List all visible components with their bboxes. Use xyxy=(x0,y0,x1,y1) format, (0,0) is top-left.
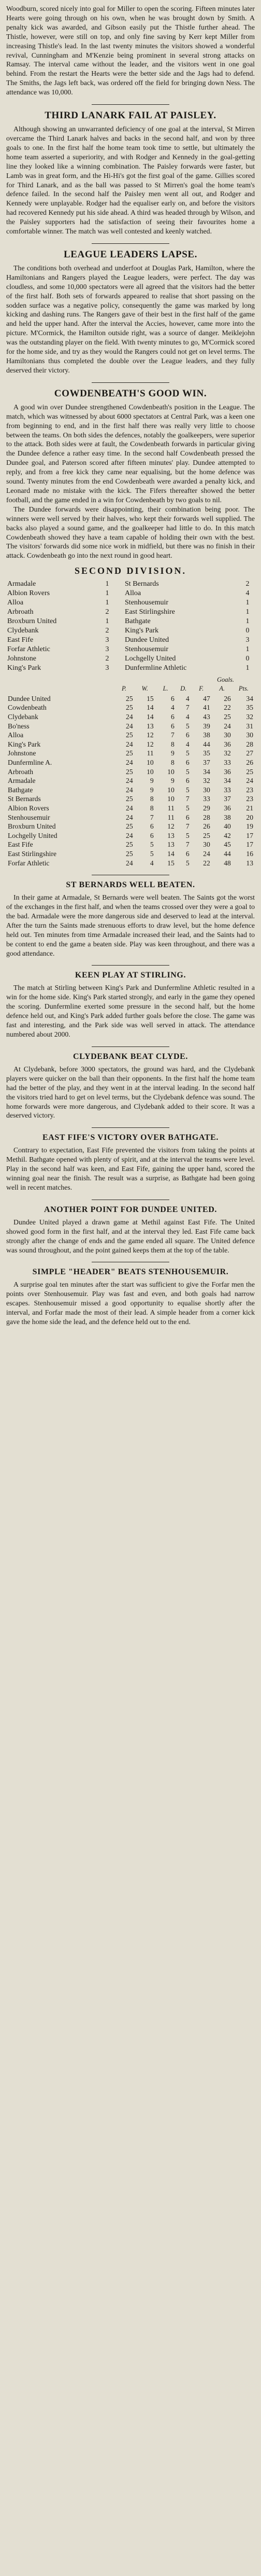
home-team: King's Park xyxy=(7,664,41,672)
stat-pts: 21 xyxy=(246,804,253,812)
home-team: East Fife xyxy=(7,636,34,644)
club-name: East Fife xyxy=(8,841,33,849)
away-score: 4 xyxy=(245,589,250,598)
table-row xyxy=(6,804,255,813)
stat-l: 4 xyxy=(170,704,175,712)
stat-a: 42 xyxy=(224,831,231,839)
stat-d: 5 xyxy=(185,859,190,867)
stat-d: 5 xyxy=(185,831,190,839)
club-name: Albion Rovers xyxy=(8,804,49,812)
home-team: Clydebank xyxy=(7,627,39,635)
stat-a: 24 xyxy=(224,722,231,730)
table-row xyxy=(6,849,255,859)
column-header: W. xyxy=(141,685,148,693)
stat-f: 29 xyxy=(203,804,210,812)
stat-d: 6 xyxy=(185,731,190,739)
stat-f: 26 xyxy=(203,822,210,831)
stat-f: 30 xyxy=(203,841,210,849)
stat-pts: 13 xyxy=(246,859,253,867)
stat-l: 8 xyxy=(170,758,175,766)
stat-a: 25 xyxy=(224,713,231,721)
stat-pts: 30 xyxy=(246,731,253,739)
results-table xyxy=(6,580,255,673)
table-row xyxy=(6,694,255,704)
club-name: Forfar Athletic xyxy=(8,859,50,867)
stat-w: 5 xyxy=(150,841,154,849)
stat-a: 44 xyxy=(224,849,231,858)
stat-w: 8 xyxy=(150,795,154,803)
opening-report xyxy=(6,4,255,97)
stat-w: 14 xyxy=(147,704,154,712)
away-score: 2 xyxy=(245,580,250,588)
sep xyxy=(114,617,124,626)
article-dundeeutd xyxy=(6,1200,255,1255)
away-score: 1 xyxy=(245,664,250,672)
stat-a: 40 xyxy=(224,822,231,831)
stat-pts: 25 xyxy=(246,767,253,776)
stat-f: 39 xyxy=(203,722,210,730)
club-name: Armadale xyxy=(8,777,36,785)
away-score: 1 xyxy=(245,645,250,654)
stat-pts: 17 xyxy=(246,841,253,849)
stat-a: 32 xyxy=(224,749,231,757)
stat-l: 14 xyxy=(167,849,175,858)
column-header: D. xyxy=(180,685,187,693)
table-row xyxy=(6,831,255,841)
stat-w: 14 xyxy=(147,713,154,721)
stat-p: 24 xyxy=(126,786,133,794)
stat-p: 25 xyxy=(126,841,133,849)
stat-f: 37 xyxy=(203,758,210,766)
result-row xyxy=(6,608,255,617)
section-rule xyxy=(92,104,169,105)
stat-p: 24 xyxy=(126,813,133,821)
stat-pts: 27 xyxy=(246,749,253,757)
goals-label: Goals. xyxy=(217,676,234,684)
table-row xyxy=(6,813,255,822)
stat-f: 28 xyxy=(203,813,210,821)
article-heading: SIMPLE "HEADER" BEATS STENHOUSEMUIR. xyxy=(32,1268,229,1277)
opening-paragraph: Woodburn, scored nicely into goal for Miller to open the scoring. Fifteen minutes later Hearts were going through on his own, when he was brought down by Smith. A penalty kick was awarded, and Gibson easily put the Thistle further ahead. The Thistle, however, were still on top, and only fine saving by Kerr kept Miller from increasing Thistle's lead. In the last twenty minutes the visitors showed a wonderful revival, Cunningham and M'Kenzie being prominent in several strong attacks on Ramsay. The interval came without the leader, and the visitors went in one goal behind. From the restart the Hearts were the better side and the Jags had to defend. The Smiths, the Jags left back, was ordered off the field for bringing down Ness. The attendance was 10,000. xyxy=(6,5,255,97)
stat-d: 5 xyxy=(185,722,190,730)
away-score: 3 xyxy=(245,636,250,644)
column-header: P. xyxy=(122,685,127,693)
stat-pts: 24 xyxy=(246,777,253,785)
stat-pts: 26 xyxy=(246,758,253,766)
stat-p: 25 xyxy=(126,704,133,712)
away-score: 0 xyxy=(245,627,250,635)
stat-p: 24 xyxy=(126,740,133,748)
stat-pts: 19 xyxy=(246,822,253,831)
away-team: East Stirlingshire xyxy=(125,608,175,616)
result-row xyxy=(6,636,255,645)
stat-f: 24 xyxy=(203,849,210,858)
stat-l: 9 xyxy=(170,749,175,757)
sep xyxy=(114,589,124,598)
stat-d: 7 xyxy=(185,795,190,803)
stat-f: 34 xyxy=(203,767,210,776)
stat-p: 25 xyxy=(126,822,133,831)
article-cowdenbeath xyxy=(6,382,255,560)
stat-d: 6 xyxy=(185,758,190,766)
stat-w: 6 xyxy=(150,822,154,831)
sep xyxy=(114,608,124,617)
stat-w: 12 xyxy=(147,731,154,739)
stat-p: 24 xyxy=(126,713,133,721)
article-paragraph: Dundee United played a drawn game at Methil against East Fife. The United showed good form in the first half, and at the interval they led. East Fife came back strongly after the change of ends and the game ended all square. The United defence was sound throughout, and the point gained keeps them at the top of the table. xyxy=(6,1218,255,1254)
club-name: Arbroath xyxy=(8,767,34,776)
stat-a: 38 xyxy=(224,813,231,821)
table-row xyxy=(6,822,255,831)
article-league-leaders xyxy=(6,243,255,375)
stat-p: 25 xyxy=(126,795,133,803)
table-row xyxy=(6,722,255,731)
home-score: 2 xyxy=(105,655,109,663)
article-heading: EAST FIFE'S VICTORY OVER BATHGATE. xyxy=(42,1133,219,1142)
article-heading: LEAGUE LEADERS LAPSE. xyxy=(63,249,198,260)
away-score: 1 xyxy=(245,608,250,616)
result-row xyxy=(6,598,255,608)
stat-l: 9 xyxy=(170,777,175,785)
article-heading: ANOTHER POINT FOR DUNDEE UNITED. xyxy=(44,1205,218,1214)
club-name: Broxburn United xyxy=(8,822,56,831)
club-name: East Stirlingshire xyxy=(8,849,57,858)
away-score: 0 xyxy=(245,655,250,663)
article-heading: CLYDEBANK BEAT CLYDE. xyxy=(73,1052,188,1061)
stat-p: 25 xyxy=(126,694,133,702)
home-score: 1 xyxy=(105,589,109,598)
away-team: Dunfermline Athletic xyxy=(125,664,187,672)
stat-pts: 17 xyxy=(246,831,253,839)
stat-d: 5 xyxy=(185,767,190,776)
table-row xyxy=(6,786,255,795)
club-column-header xyxy=(6,684,114,694)
stat-w: 8 xyxy=(150,804,154,812)
sep xyxy=(114,636,124,645)
result-row xyxy=(6,617,255,626)
stat-d: 7 xyxy=(185,841,190,849)
club-name: Bathgate xyxy=(8,786,33,794)
stat-w: 12 xyxy=(147,740,154,748)
club-name: Johnstone xyxy=(8,749,36,757)
article-paragraph: The match at Stirling between King's Park and Dunfermline Athletic resulted in a win for the home side. King's Park started strongly, and early in the game they opened the scoring. Dunfermline exerted some pressure in the second half, but the home defence held out, and King's Park added further goals before the close. The game was fast and interesting, and the Park side was well served in attack. The attendance numbered about 2000. xyxy=(6,984,255,1038)
stat-pts: 34 xyxy=(246,694,253,702)
article-heading: COWDENBEATH'S GOOD WIN. xyxy=(54,388,207,399)
table-row xyxy=(6,740,255,749)
article-paragraph: In their game at Armadale, St Bernards were well beaten. The Saints got the worst of the exchanges in the first half, and when the teams crossed over they were a goal to the bad. Armadale were the more dangerous side and deserved to lead at the interval. After the turn the Saints made strenuous efforts to draw level, but the home defence held out. Ten minutes from time Armadale increased their lead, and the Saints had to be content to end the game a beaten side. Play was keen throughout, and there was a good attendance. xyxy=(6,893,255,957)
stat-p: 24 xyxy=(126,758,133,766)
article-heading: THIRD LANARK FAIL AT PAISLEY. xyxy=(45,110,216,121)
club-name: Dundee United xyxy=(8,694,51,702)
away-team: Bathgate xyxy=(125,617,151,626)
home-score: 3 xyxy=(105,636,109,644)
home-score: 2 xyxy=(105,608,109,616)
home-team: Albion Rovers xyxy=(7,589,50,598)
table-row xyxy=(6,731,255,740)
stat-p: 24 xyxy=(126,722,133,730)
stat-l: 6 xyxy=(170,713,175,721)
club-name: Stenhousemuir xyxy=(8,813,50,821)
stat-w: 9 xyxy=(150,786,154,794)
stat-l: 12 xyxy=(167,822,175,831)
stat-l: 13 xyxy=(167,841,175,849)
stat-w: 6 xyxy=(150,831,154,839)
result-row xyxy=(6,580,255,589)
stat-d: 6 xyxy=(185,849,190,858)
stat-a: 36 xyxy=(224,740,231,748)
home-team: Alloa xyxy=(7,599,24,607)
stat-a: 34 xyxy=(224,777,231,785)
column-header: Pts. xyxy=(238,685,249,693)
away-team: St Bernards xyxy=(125,580,159,588)
sep xyxy=(114,664,124,673)
home-score: 3 xyxy=(105,664,109,672)
stat-w: 11 xyxy=(147,749,154,757)
stat-a: 36 xyxy=(224,804,231,812)
article-heading: KEEN PLAY AT STIRLING. xyxy=(75,971,186,980)
sep xyxy=(114,645,124,654)
stat-d: 7 xyxy=(185,704,190,712)
section-rule xyxy=(92,1046,169,1047)
home-score: 1 xyxy=(105,617,109,626)
table-row xyxy=(6,859,255,868)
stat-pts: 28 xyxy=(246,740,253,748)
stat-f: 25 xyxy=(203,831,210,839)
article-paragraph: A good win over Dundee strengthened Cowdenbeath's position in the League. The match, which was witnessed by about 6000 spectators at Central Park, was a keen one from beginning to end, and in the first half there was really very little to choose between the teams. On both sides the defences, notably the goalkeepers, were superior to the attack. Both sides were at fault, the Cowdenbeath forwards in particular giving the Dundee defence a rather easy time. In the second half Cowdenbeath pressed the Dundee goal, and Paterson scored after fifteen minutes' play. Dundee attempted to reply, and from a free kick they came near equalising, but the home defence was sound. Twenty minutes from the end Cowdenbeath were awarded a penalty kick, and Leonard made no mistake with the kick. The Fifers thereafter showed the better football, and the game ended in a win for Cowdenbeath by two goals to nil. xyxy=(6,403,255,504)
away-score: 1 xyxy=(245,599,250,607)
stat-a: 30 xyxy=(224,731,231,739)
stat-pts: 23 xyxy=(246,795,253,803)
stat-f: 38 xyxy=(203,731,210,739)
article-paragraph: At Clydebank, before 3000 spectators, the ground was hard, and the Clydebank players were quicker on the ball than their opponents. In the first half the home team had the better of the play, and they went in at the interval leading. In the second half the visitors tried hard to get on level terms, but the Clydebank defence was sound. The home forwards were more dangerous, and Clydebank added to their score. It was a deserved victory. xyxy=(6,1065,255,1120)
article-heading: ST BERNARDS WELL BEATEN. xyxy=(66,880,195,890)
table-row xyxy=(6,840,255,849)
stat-p: 24 xyxy=(126,804,133,812)
stat-pts: 35 xyxy=(246,704,253,712)
result-row xyxy=(6,626,255,636)
stat-p: 25 xyxy=(126,849,133,858)
home-team: Arbroath xyxy=(7,608,34,616)
stat-d: 6 xyxy=(185,813,190,821)
stat-d: 5 xyxy=(185,749,190,757)
away-score: 1 xyxy=(245,617,250,626)
stat-p: 25 xyxy=(126,749,133,757)
article-paragraph: The conditions both overhead and underfoot at Douglas Park, Hamilton, where the Hamiltonians and Rangers played the League leaders, were perfect. The day was cloudless, and some 10,000 spectators were all agreed that the visitors had the better of the first half. Both sets of forwards appeared to realise that short passing on the sodden surface was a negative policy, consequently the game was marked by long kicking and dashing runs. The Rangers gave of their best in the first half of the game and held the upper hand. After the interval the Accies, however, came more into the picture. M'Cormick, the Hamilton outside right, was a source of danger. Meiklejohn was the outstanding player on the field. With twenty minutes to go, M'Cormick scored for the home side, and try as they would the Rangers could not get on level terms. The Hamiltonians thus completed the double over the League leaders, and they fully deserved their victory. xyxy=(6,264,255,374)
club-name: Cowdenbeath xyxy=(8,704,47,712)
table-row xyxy=(6,758,255,767)
stat-l: 6 xyxy=(170,694,175,702)
stat-a: 33 xyxy=(224,758,231,766)
club-name: Bo'ness xyxy=(8,722,30,730)
article-clydebank xyxy=(6,1046,255,1120)
stat-l: 6 xyxy=(170,722,175,730)
result-row xyxy=(6,589,255,598)
away-team: Dundee United xyxy=(125,636,169,644)
stat-a: 36 xyxy=(224,767,231,776)
home-score: 3 xyxy=(105,645,109,654)
stat-pts: 16 xyxy=(246,849,253,858)
sep xyxy=(114,598,124,608)
stat-l: 15 xyxy=(167,859,175,867)
stat-a: 48 xyxy=(224,859,231,867)
stat-l: 10 xyxy=(167,767,175,776)
stat-f: 22 xyxy=(203,859,210,867)
stat-l: 8 xyxy=(170,740,175,748)
article-paragraph: A surprise goal ten minutes after the start was sufficient to give the Forfar men the points over Stenhousemuir. Play was fast and even, and both goals had narrow escapes. Stenhousemuir missed a good opportunity to equalise shortly after the interval, and Forfar made the most of their lead. A simple header from a corner kick gave the home side the lead, and the defence held out to the end. xyxy=(6,1280,255,1326)
stat-p: 25 xyxy=(126,767,133,776)
club-name: St Bernards xyxy=(8,795,41,803)
stat-d: 4 xyxy=(185,694,190,702)
stat-w: 10 xyxy=(147,767,154,776)
section-rule xyxy=(92,965,169,966)
stat-pts: 20 xyxy=(246,813,253,821)
stat-w: 13 xyxy=(147,722,154,730)
article-paragraph: The Dundee forwards were disappointing, their combination being poor. The winners were well served by their halves, who kept their forwards well supplied. The backs also played a sound game, and the goalkeeper had little to do. In this match Cowdenbeath showed they have a team capable of holding their own with the best. The visitors' forwards did some nice work in midfield, but there was no finish in their attack. Cowdenbeath go into the next round in good heart. xyxy=(6,505,255,560)
column-header: F. xyxy=(199,685,204,693)
stat-d: 4 xyxy=(185,740,190,748)
stat-l: 10 xyxy=(167,795,175,803)
stat-d: 6 xyxy=(185,777,190,785)
home-score: 2 xyxy=(105,627,109,635)
stat-d: 5 xyxy=(185,786,190,794)
article-paragraph: Contrary to expectation, East Fife prevented the visitors from taking the points at Methil. Bathgate opened with plenty of spirit, and at the interval the teams were level. Play in the second half was keen, and East Fife, gaining the upper hand, scored the winning goal near the finish. The result was a surprise, as Bathgate had been going well in recent matches. xyxy=(6,1146,255,1191)
stat-w: 15 xyxy=(147,694,154,702)
stat-w: 4 xyxy=(150,859,154,867)
stat-p: 24 xyxy=(126,859,133,867)
club-name: Alloa xyxy=(8,731,24,739)
club-name: Dunfermline A. xyxy=(8,758,52,766)
club-name: Clydebank xyxy=(8,713,38,721)
section-rule xyxy=(92,1127,169,1128)
stat-l: 11 xyxy=(167,804,175,812)
stat-a: 33 xyxy=(224,786,231,794)
stat-a: 45 xyxy=(224,841,231,849)
away-team: Alloa xyxy=(125,589,141,598)
stat-pts: 23 xyxy=(246,786,253,794)
stat-f: 41 xyxy=(203,704,210,712)
table-row xyxy=(6,794,255,804)
sep xyxy=(114,654,124,664)
home-team: Broxburn United xyxy=(7,617,57,626)
section-rule xyxy=(92,243,169,244)
stat-p: 24 xyxy=(126,777,133,785)
newspaper-column xyxy=(6,0,255,1327)
article-paragraph: Although showing an unwarranted deficiency of one goal at the interval, St Mirren overcame the Third Lanark halves and backs in the second half, and won by three goals to one. In the first half the home team took time to settle, but ultimately the home team asserted a superiority, and with Rodger and Kennedy in the goal-getting line they looked like a winning combination. The Paisley forwards were faster, but Lamb was in great form, and the Hi-Hi's got the first goal of the game. Gillies scored for Third Lanark, and as the ball was passed to St Mirren's goal the home team's defence failed. In the second half the Paisley men went all out, and Rodger and Kennedy were unplayable. Rodger had the equaliser early on, and before the visitors had recovered Kennedy put his side ahead. A third was headed through by Wilson, and the Paisley supporters had the satisfaction of seeing their favourites home a comfortable winner. The match was well contested and keenly watched. xyxy=(6,125,255,236)
table-row xyxy=(6,749,255,758)
stat-f: 32 xyxy=(203,777,210,785)
stat-f: 47 xyxy=(203,694,210,702)
later-reports xyxy=(6,875,255,1327)
home-team: Armadale xyxy=(7,580,36,588)
stat-pts: 31 xyxy=(246,722,253,730)
table-row xyxy=(6,703,255,712)
stat-w: 10 xyxy=(147,758,154,766)
stat-f: 35 xyxy=(203,749,210,757)
article-third-lanark xyxy=(6,104,255,236)
sep xyxy=(114,580,124,589)
column-header: L. xyxy=(163,685,168,693)
second-division xyxy=(6,566,255,867)
stat-d: 4 xyxy=(185,713,190,721)
article-stbernards xyxy=(6,875,255,958)
stat-w: 7 xyxy=(150,813,154,821)
section-rule xyxy=(92,382,169,383)
stat-l: 7 xyxy=(170,731,175,739)
home-team: Johnstone xyxy=(7,655,36,663)
table-row xyxy=(6,776,255,786)
column-header: A. xyxy=(219,685,225,693)
stat-p: 25 xyxy=(126,731,133,739)
article-stenhousemuir xyxy=(6,1262,255,1327)
stat-a: 37 xyxy=(224,795,231,803)
stat-pts: 32 xyxy=(246,713,253,721)
club-name: Lochgelly United xyxy=(8,831,57,839)
result-row xyxy=(6,664,255,673)
stat-d: 7 xyxy=(185,822,190,831)
second-division-title: SECOND DIVISION. xyxy=(74,566,187,576)
stat-d: 5 xyxy=(185,804,190,812)
stat-f: 43 xyxy=(203,713,210,721)
table-row xyxy=(6,767,255,777)
stat-a: 22 xyxy=(224,704,231,712)
league-table xyxy=(6,684,255,867)
stat-l: 10 xyxy=(167,786,175,794)
stat-p: 24 xyxy=(126,831,133,839)
club-name: King's Park xyxy=(8,740,41,748)
article-stirling xyxy=(6,965,255,1039)
article-eastfife xyxy=(6,1127,255,1192)
stat-a: 26 xyxy=(224,694,231,702)
away-team: King's Park xyxy=(125,627,159,635)
stat-l: 13 xyxy=(167,831,175,839)
result-row xyxy=(6,645,255,654)
stat-f: 30 xyxy=(203,786,210,794)
stat-f: 33 xyxy=(203,795,210,803)
away-team: Stenhousemuir xyxy=(125,645,169,654)
stat-f: 44 xyxy=(203,740,210,748)
sep xyxy=(114,626,124,636)
stat-w: 5 xyxy=(150,849,154,858)
home-team: Forfar Athletic xyxy=(7,645,50,654)
away-team: Lochgelly United xyxy=(125,655,176,663)
stat-l: 11 xyxy=(167,813,175,821)
stat-w: 9 xyxy=(150,777,154,785)
home-score: 1 xyxy=(105,599,109,607)
table-row xyxy=(6,712,255,722)
away-team: Stenhousemuir xyxy=(125,599,169,607)
result-row xyxy=(6,654,255,664)
home-score: 1 xyxy=(105,580,109,588)
